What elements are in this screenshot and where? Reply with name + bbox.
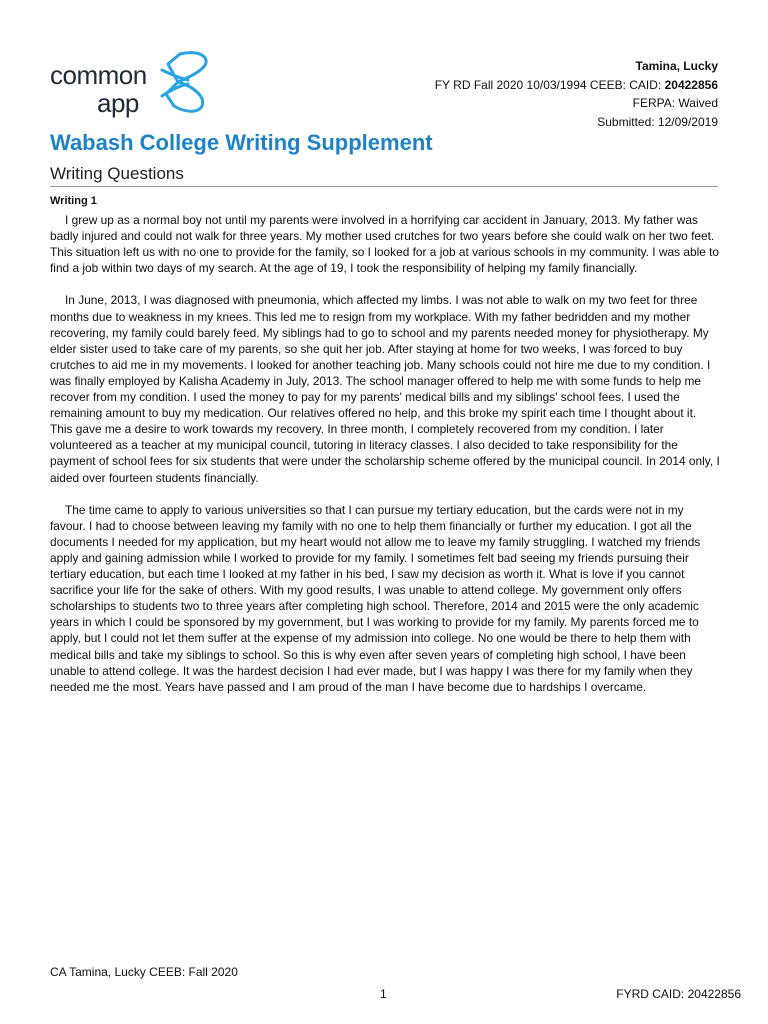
common-app-logo: [50, 50, 230, 120]
essay-body: [50, 212, 720, 711]
essay-paragraph-3: The time came to apply to various universities so that I can pursue my tertiary education, but the cards were not in my favour. I had to choose between leaving my family with no one to help them financially or further my education. I got all the documents I needed for my application, but my heart would not allow me to leave my family struggling. I watched my friends apply and gaining admission while I worked to provide for my family. I sometimes felt bad seeing my friends pursuing their tertiary education, but each time I looked at my father in his bed, I saw my decision as worth it. What is love if you cannot sacrifice your life for the sake of others. With my good results, I was unable to attend college. My government only offers scholarships to students two to three years after completing high school. Therefore, 2014 and 2015 were the only academic years in which I could be sponsored by my government, but I was working to provide for my family. My parents forced me to apply, but I could not let them suffer at the expense of my admission into college. No one would be there to help them with medical bills and take my siblings to school. So this is why even after seven years of completing high school, I have been unable to attend college. It was the hardest decision I had ever made, but I was happy I was there for my family when they needed me the most. Years have passed and I am proud of the man I have become due to hardships I overcame.: [50, 502, 701, 694]
ferpa-status: FERPA: Waived: [632, 96, 718, 110]
applicant-caid: 20422856: [664, 77, 718, 92]
logo-word-app: app: [97, 88, 139, 118]
applicant-name: Tamina, Lucky: [635, 59, 718, 73]
essay-paragraph-2: In June, 2013, I was diagnosed with pneumonia, which affected my limbs. I was not able to walk on my two feet for three months due to weakness in my knees. This led me to resign from my workplace. With my father bedridden and my mother recovering, my family could barely feed. My siblings had to go to school and my parents needed money for physiotherapy. My elder sister used to take care of my parents, so she quit her job. After staying at home for two weeks, I was forced to buy crutches to aid me in my movements. I looked for another teaching job. Many schools could not hire me due to my condition. I was finally employed by Kalisha Academy in July, 2013. The school manager offered to help me with some funds to help me recover from my condition. I used the money to pay for my parents' medical bills and my siblings' school fees. I used the remaining amount to buy my medication. Our relatives offered no help, and this broke my spirit each time I thought about it. This gave me a desire to work towards my recovery. In three month, I completely recovered from my condition. I later volunteered as a teacher at my municipal council, tutoring in literacy classes. I also decided to take responsibility for the payment of school fees for six students that were under the scholarship scheme offered by the municipal council. In 2014 only, I aided over fourteen students financially.: [50, 293, 720, 485]
section-label: Writing 1: [50, 195, 97, 207]
applicant-details-text: FY RD Fall 2020 10/03/1994 CEEB: CAID:: [434, 77, 665, 92]
applicant-info: [435, 57, 718, 131]
document-title: Wabash College Writing Supplement: [50, 130, 433, 155]
submitted-date: Submitted: 12/09/2019: [597, 114, 718, 129]
footer-caid: FYRD CAID: 20422856: [616, 987, 741, 1001]
title-divider: [50, 186, 718, 187]
essay-paragraph-1: I grew up as a normal boy not until my parents were involved in a horrifying car accident in January, 2013. My father was badly injured and could not walk for three years. My mother used crutches for two years before she could walk on her two feet. This situation left us with no one to provide for the family, so I looked for a job at various schools in my community. I was able to find a job within two days of my search. At the age of 19, I took the responsibility of helping my family financially.: [50, 213, 720, 276]
logo-word-common: common: [50, 60, 147, 90]
page-number: 1: [380, 987, 387, 1001]
common-app-mark-icon: [158, 50, 210, 116]
applicant-details: [435, 76, 718, 95]
footer-applicant: CA Tamina, Lucky CEEB: Fall 2020: [50, 965, 238, 979]
document-subtitle: Writing Questions: [50, 164, 184, 183]
